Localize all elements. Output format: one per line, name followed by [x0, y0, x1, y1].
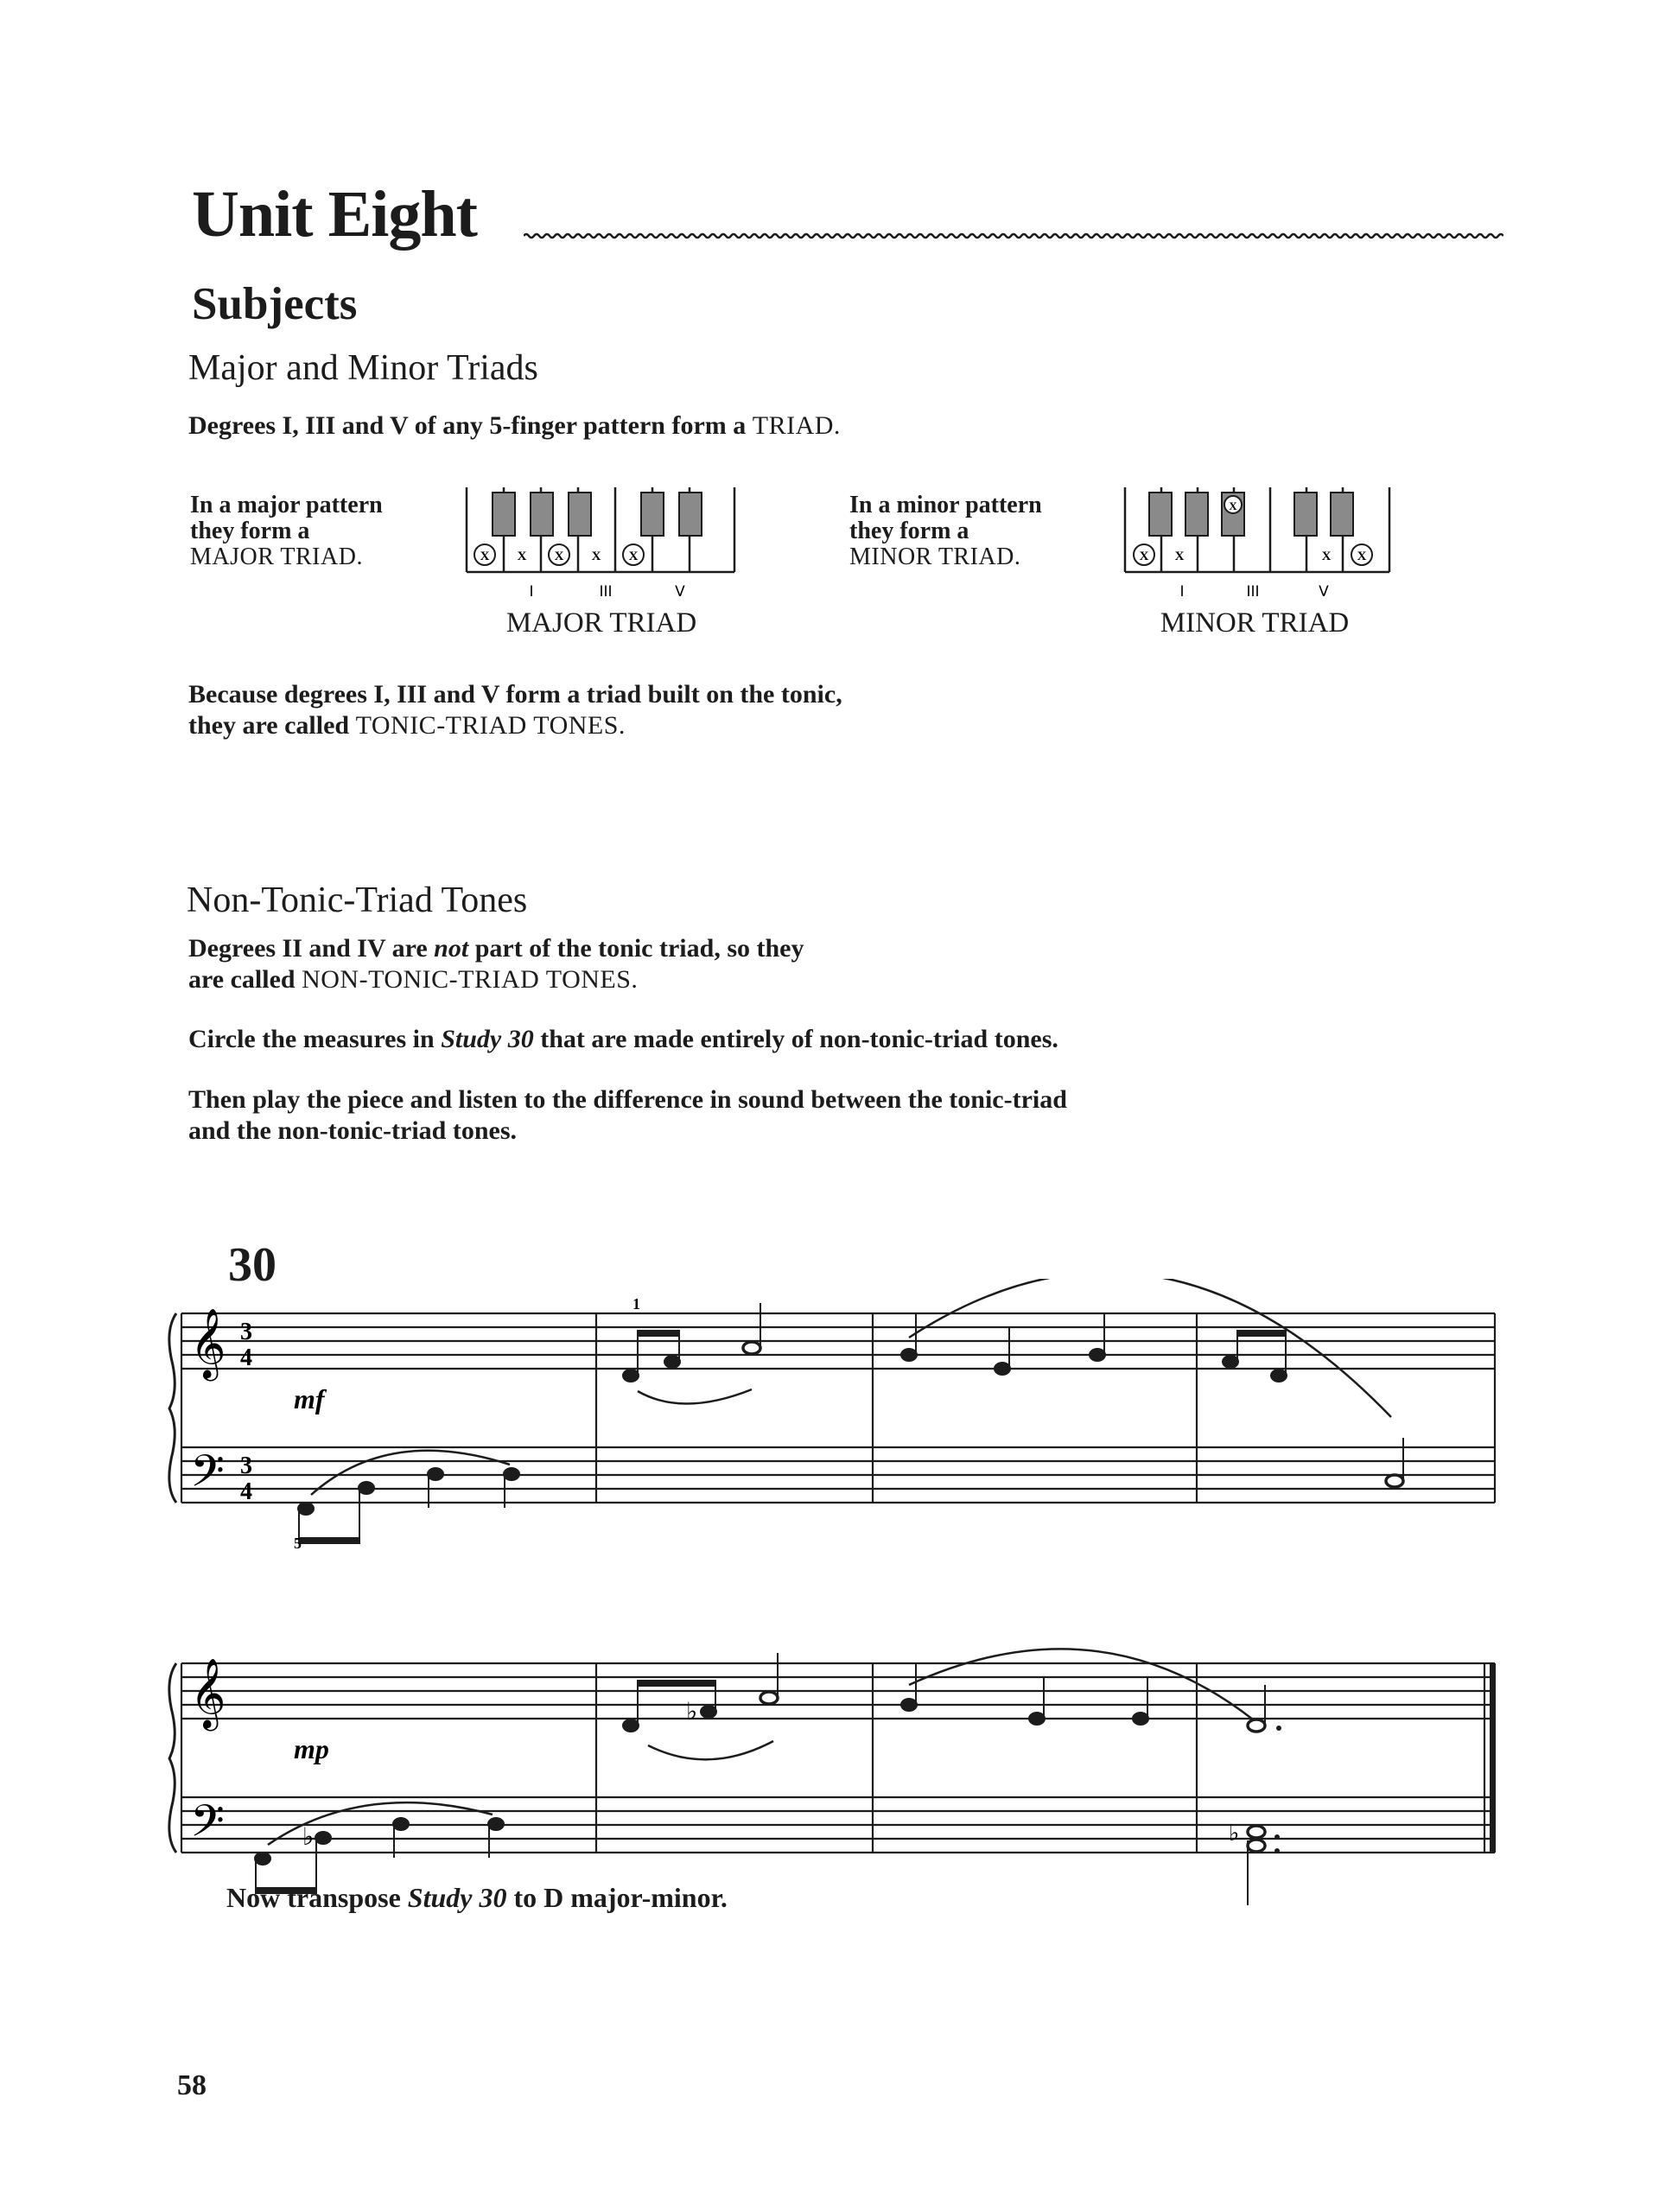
dynamic-marking: mp: [294, 1733, 329, 1764]
key-mark: X: [1321, 550, 1332, 563]
degree-label: V: [1319, 583, 1329, 601]
study-number: 30: [228, 1238, 276, 1292]
minor-text-line: MINOR TRIAD.: [849, 543, 1021, 570]
triad-intro-text: Degrees I, III and V of any 5-finger pattern form a: [188, 411, 747, 440]
fingering: 5: [294, 1535, 302, 1552]
major-pattern-text: [190, 493, 383, 570]
system-2: [169, 1649, 1496, 1905]
tonic-triad-paragraph: [188, 679, 842, 741]
triad-term: TRIAD.: [752, 411, 841, 440]
degree-label: I: [1179, 583, 1185, 601]
key-mark: X: [480, 550, 490, 563]
text-fragment: to D major-minor.: [513, 1882, 728, 1913]
study-score: [164, 1279, 1512, 1979]
time-sig-top: 3: [240, 1452, 252, 1479]
major-triad-label: MAJOR TRIAD: [505, 607, 697, 639]
key-mark: X: [1229, 499, 1237, 512]
transpose-instruction: [226, 1882, 728, 1913]
key-mark: X: [591, 550, 601, 563]
play-instruction: [188, 1084, 1067, 1147]
treble-clef-icon: 𝄞: [190, 1311, 226, 1377]
system-1: [169, 1279, 1495, 1552]
play-line-1: Then play the piece and listen to the difference in sound between the tonic-triad: [188, 1085, 1067, 1114]
flat-icon: ♭: [302, 1824, 315, 1851]
study-reference: Study 30: [407, 1882, 507, 1913]
tonic-line-2-text: they are called: [188, 711, 350, 740]
emphasis-text: not: [434, 934, 469, 963]
key-mark: X: [1174, 550, 1185, 563]
text-fragment: that are made entirely of non-tonic-triad tones.: [540, 1025, 1058, 1053]
major-text-line: MAJOR TRIAD.: [190, 543, 363, 570]
time-sig-bottom: 4: [240, 1478, 252, 1505]
key-mark: X: [628, 550, 639, 563]
text-fragment: part of the tonic triad, so they: [474, 934, 804, 963]
non-tonic-line-2: [188, 964, 804, 995]
non-tonic-paragraph: [188, 933, 804, 995]
key-mark: X: [517, 550, 527, 563]
title-wavy-rule: [524, 232, 1503, 239]
degree-label: I: [529, 583, 534, 601]
non-tonic-line-1: [188, 933, 804, 964]
key-mark: X: [554, 550, 564, 563]
major-text-line: they form a: [190, 518, 310, 544]
degree-label: III: [599, 583, 613, 601]
play-line-2: and the non-tonic-triad tones.: [188, 1116, 518, 1145]
time-sig-bottom: 4: [240, 1344, 252, 1371]
text-fragment: are called: [188, 965, 296, 994]
minor-triad-keyboard: [1123, 486, 1400, 607]
study-reference: Study 30: [441, 1025, 534, 1053]
triad-intro: [188, 410, 841, 442]
flat-icon: ♭: [686, 1699, 698, 1726]
text-fragment: Degrees II and IV are: [188, 934, 428, 963]
major-text-line: In a major pattern: [190, 492, 383, 518]
treble-clef-icon: 𝄞: [190, 1661, 226, 1727]
section-heading-triads: Major and Minor Triads: [188, 348, 538, 388]
page-number: 58: [177, 2069, 207, 2101]
section-heading-non-tonic: Non-Tonic-Triad Tones: [187, 880, 528, 920]
degree-label: V: [675, 583, 685, 601]
text-fragment: Circle the measures in: [188, 1025, 435, 1053]
dynamic-marking: mf: [294, 1383, 325, 1414]
tonic-line-1: Because degrees I, III and V form a triad built on the tonic,: [188, 680, 842, 709]
key-mark: X: [1139, 550, 1149, 563]
subjects-heading: Subjects: [192, 279, 358, 329]
key-mark: X: [1357, 550, 1367, 563]
fingering: 1: [632, 1295, 640, 1313]
unit-title: Unit Eight: [192, 178, 477, 251]
minor-text-line: In a minor pattern: [849, 492, 1042, 518]
tonic-term: TONIC-TRIAD TONES.: [355, 711, 626, 740]
non-tonic-term: NON-TONIC-TRIAD TONES.: [302, 965, 639, 994]
minor-pattern-text: [849, 493, 1042, 570]
text-fragment: Now transpose: [226, 1882, 401, 1913]
degree-label: III: [1246, 583, 1260, 601]
time-sig-top: 3: [240, 1319, 252, 1345]
minor-triad-label: MINOR TRIAD: [1160, 607, 1350, 639]
minor-text-line: they form a: [849, 518, 969, 544]
tonic-line-2: [188, 710, 842, 741]
circle-instruction: [188, 1024, 1058, 1055]
bass-clef-icon: 𝄢: [190, 1798, 225, 1857]
flat-icon: ♭: [1229, 1821, 1240, 1846]
major-triad-keyboard: [458, 486, 743, 607]
bass-clef-icon: 𝄢: [190, 1448, 225, 1507]
